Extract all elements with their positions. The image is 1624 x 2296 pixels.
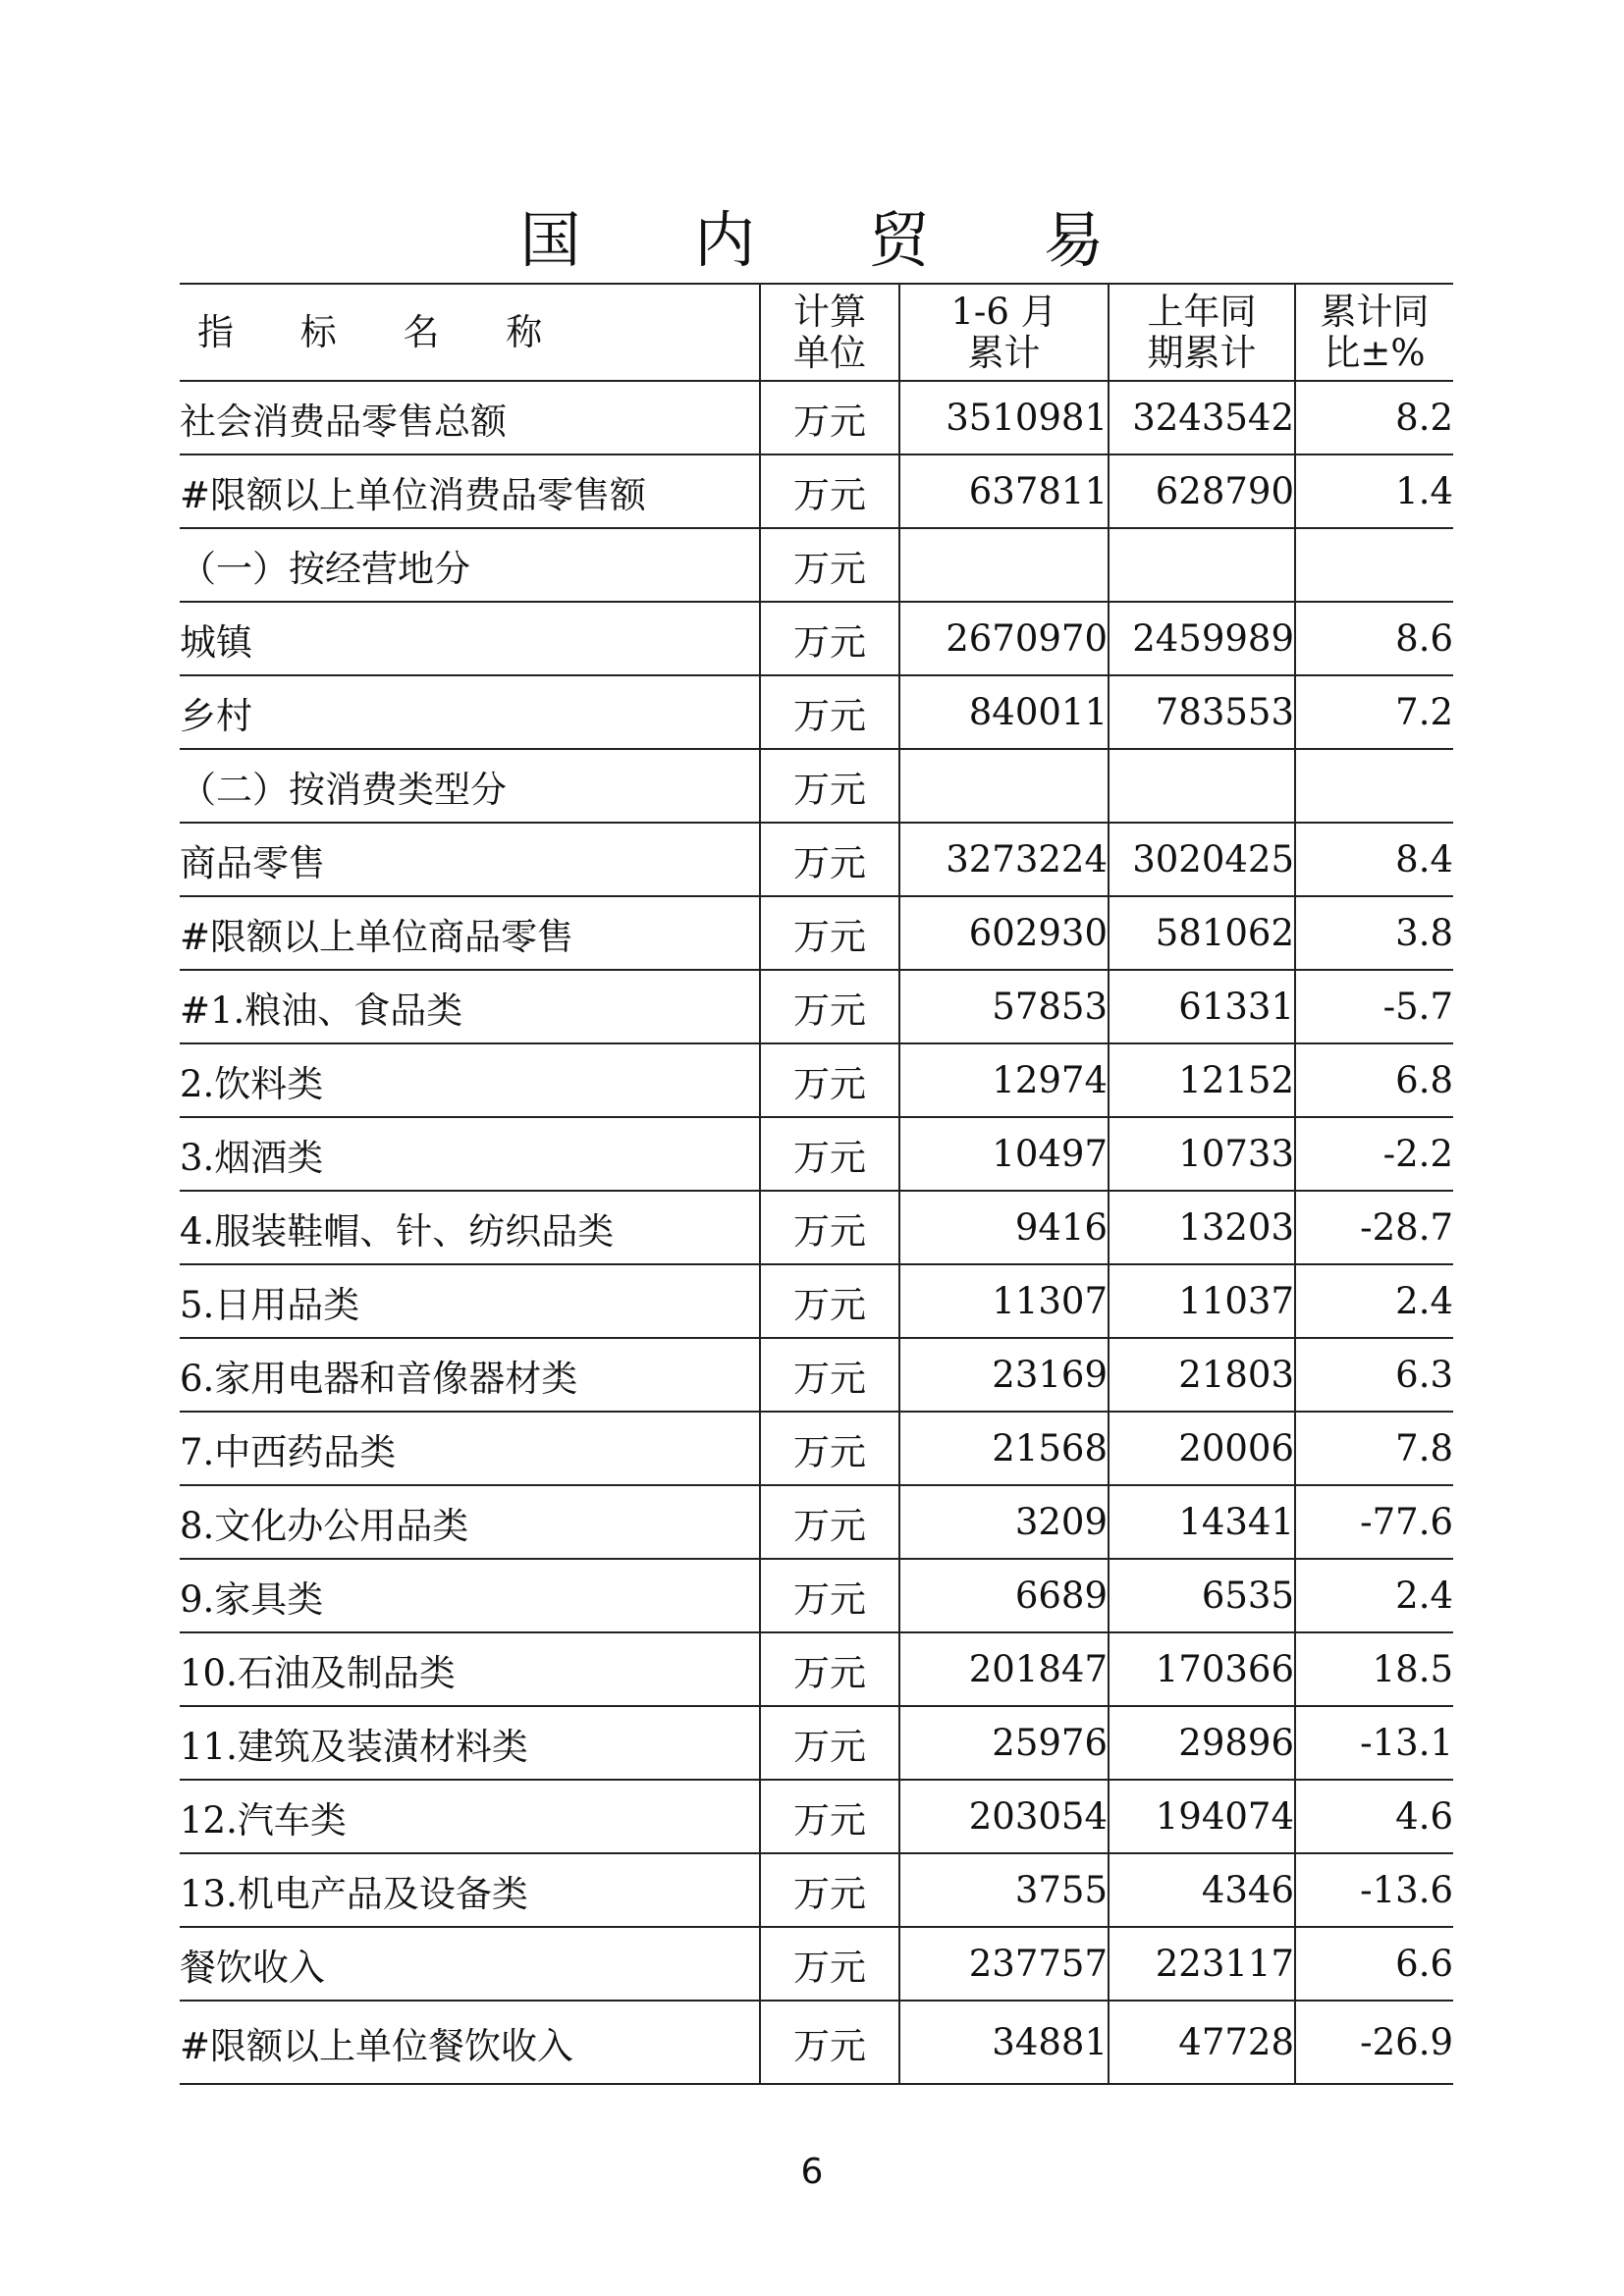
header-unit-line2: 单位 (793, 331, 866, 374)
row-last-year: 10733 (1109, 1117, 1295, 1191)
row-last-year: 20006 (1109, 1412, 1295, 1485)
row-unit: 万元 (760, 823, 899, 896)
header-change (1295, 284, 1453, 381)
row-name: （一）按经营地分 (180, 528, 760, 602)
row-current: 10497 (899, 1117, 1109, 1191)
header-unit (760, 284, 899, 381)
row-name: 城镇 (180, 602, 760, 675)
page-number: 6 (800, 2152, 824, 2192)
table-header-row (180, 284, 1453, 381)
row-name: 9.家具类 (180, 1559, 760, 1632)
row-current (899, 528, 1109, 602)
row-last-year: 61331 (1109, 970, 1295, 1043)
row-last-year: 14341 (1109, 1485, 1295, 1559)
row-unit: 万元 (760, 970, 899, 1043)
row-current: 3209 (899, 1485, 1109, 1559)
table-row (180, 1853, 1453, 1927)
row-change: -28.7 (1295, 1191, 1453, 1264)
row-change: -2.2 (1295, 1117, 1453, 1191)
row-change: -13.6 (1295, 1853, 1453, 1927)
row-unit: 万元 (760, 1264, 899, 1338)
header-last-year-line1: 上年同 (1147, 290, 1257, 333)
row-name: #限额以上单位商品零售 (180, 896, 760, 970)
row-unit: 万元 (760, 1559, 899, 1632)
row-unit: 万元 (760, 1338, 899, 1412)
row-name: 4.服装鞋帽、针、纺织品类 (180, 1191, 760, 1264)
row-current: 57853 (899, 970, 1109, 1043)
row-name: 10.石油及制品类 (180, 1632, 760, 1706)
row-last-year: 194074 (1109, 1780, 1295, 1853)
domestic-trade-table (180, 283, 1453, 2085)
row-current: 9416 (899, 1191, 1109, 1264)
row-name: 社会消费品零售总额 (180, 381, 760, 454)
row-last-year: 29896 (1109, 1706, 1295, 1780)
table-row (180, 1485, 1453, 1559)
table-row (180, 675, 1453, 749)
row-last-year (1109, 749, 1295, 823)
row-change: 6.8 (1295, 1043, 1453, 1117)
table-row (180, 823, 1453, 896)
header-last-year (1109, 284, 1295, 381)
row-change: -5.7 (1295, 970, 1453, 1043)
header-last-year-line2: 期累计 (1147, 331, 1257, 374)
row-name: 8.文化办公用品类 (180, 1485, 760, 1559)
row-current: 637811 (899, 454, 1109, 528)
table-row (180, 749, 1453, 823)
row-current: 840011 (899, 675, 1109, 749)
row-current: 23169 (899, 1338, 1109, 1412)
table-row (180, 970, 1453, 1043)
row-unit: 万元 (760, 602, 899, 675)
row-current: 12974 (899, 1043, 1109, 1117)
row-name: （二）按消费类型分 (180, 749, 760, 823)
row-name: #限额以上单位消费品零售额 (180, 454, 760, 528)
row-name: 3.烟酒类 (180, 1117, 760, 1191)
header-current-line1: 1-6 月 (950, 290, 1057, 333)
table-row (180, 454, 1453, 528)
table-row (180, 1632, 1453, 1706)
row-unit: 万元 (760, 1706, 899, 1780)
row-last-year: 3243542 (1109, 381, 1295, 454)
table-row (180, 528, 1453, 602)
row-current: 237757 (899, 1927, 1109, 2001)
row-change: -13.1 (1295, 1706, 1453, 1780)
row-current: 3510981 (899, 381, 1109, 454)
header-current (899, 284, 1109, 381)
row-name: 12.汽车类 (180, 1780, 760, 1853)
row-change (1295, 749, 1453, 823)
table-row (180, 602, 1453, 675)
row-change: 1.4 (1295, 454, 1453, 528)
row-current: 201847 (899, 1632, 1109, 1706)
row-unit: 万元 (760, 1043, 899, 1117)
header-change-line1: 累计同 (1320, 290, 1430, 333)
page-title: 国 内 贸 易 (519, 204, 1152, 276)
row-name: 餐饮收入 (180, 1927, 760, 2001)
row-last-year: 13203 (1109, 1191, 1295, 1264)
row-current (899, 749, 1109, 823)
table-row (180, 1043, 1453, 1117)
row-last-year: 6535 (1109, 1559, 1295, 1632)
row-unit: 万元 (760, 675, 899, 749)
table-row (180, 2001, 1453, 2084)
row-unit: 万元 (760, 896, 899, 970)
row-change: 7.2 (1295, 675, 1453, 749)
row-unit: 万元 (760, 1485, 899, 1559)
table-row (180, 1191, 1453, 1264)
table-row (180, 1412, 1453, 1485)
row-change: 8.2 (1295, 381, 1453, 454)
row-change: 2.4 (1295, 1264, 1453, 1338)
table-row (180, 1117, 1453, 1191)
row-last-year (1109, 528, 1295, 602)
row-current: 25976 (899, 1706, 1109, 1780)
table-row (180, 1338, 1453, 1412)
row-unit: 万元 (760, 454, 899, 528)
table-row (180, 381, 1453, 454)
row-name: 商品零售 (180, 823, 760, 896)
table-row (180, 1780, 1453, 1853)
row-change: 8.6 (1295, 602, 1453, 675)
row-last-year: 2459989 (1109, 602, 1295, 675)
row-name: 5.日用品类 (180, 1264, 760, 1338)
row-change: 4.6 (1295, 1780, 1453, 1853)
row-unit: 万元 (760, 528, 899, 602)
row-last-year: 12152 (1109, 1043, 1295, 1117)
row-name: #限额以上单位餐饮收入 (180, 2001, 760, 2084)
table-row (180, 1264, 1453, 1338)
row-last-year: 170366 (1109, 1632, 1295, 1706)
row-last-year: 628790 (1109, 454, 1295, 528)
row-name: #1.粮油、食品类 (180, 970, 760, 1043)
row-last-year: 4346 (1109, 1853, 1295, 1927)
header-unit-line1: 计算 (793, 290, 866, 333)
row-unit: 万元 (760, 1632, 899, 1706)
row-unit: 万元 (760, 1853, 899, 1927)
row-current: 3755 (899, 1853, 1109, 1927)
row-name: 11.建筑及装潢材料类 (180, 1706, 760, 1780)
row-last-year: 47728 (1109, 2001, 1295, 2084)
row-unit: 万元 (760, 1191, 899, 1264)
row-change: -26.9 (1295, 2001, 1453, 2084)
row-last-year: 21803 (1109, 1338, 1295, 1412)
row-change: -77.6 (1295, 1485, 1453, 1559)
row-current: 602930 (899, 896, 1109, 970)
row-last-year: 581062 (1109, 896, 1295, 970)
row-change: 2.4 (1295, 1559, 1453, 1632)
row-name: 乡村 (180, 675, 760, 749)
row-current: 6689 (899, 1559, 1109, 1632)
row-unit: 万元 (760, 1412, 899, 1485)
row-change (1295, 528, 1453, 602)
row-change: 7.8 (1295, 1412, 1453, 1485)
row-current: 21568 (899, 1412, 1109, 1485)
header-current-line2: 累计 (967, 331, 1041, 374)
header-indicator-name: 指 标 名 称 (180, 284, 760, 381)
header-change-line2: 比±% (1324, 331, 1426, 374)
table-row (180, 1559, 1453, 1632)
row-unit: 万元 (760, 749, 899, 823)
row-last-year: 223117 (1109, 1927, 1295, 2001)
row-change: 8.4 (1295, 823, 1453, 896)
row-unit: 万元 (760, 1780, 899, 1853)
table-row (180, 1706, 1453, 1780)
row-change: 3.8 (1295, 896, 1453, 970)
row-unit: 万元 (760, 1117, 899, 1191)
row-current: 34881 (899, 2001, 1109, 2084)
row-change: 6.6 (1295, 1927, 1453, 2001)
table-row (180, 896, 1453, 970)
row-current: 203054 (899, 1780, 1109, 1853)
row-change: 18.5 (1295, 1632, 1453, 1706)
row-last-year: 3020425 (1109, 823, 1295, 896)
row-unit: 万元 (760, 2001, 899, 2084)
row-current: 3273224 (899, 823, 1109, 896)
table-row (180, 1927, 1453, 2001)
row-name: 2.饮料类 (180, 1043, 760, 1117)
row-last-year: 783553 (1109, 675, 1295, 749)
row-change: 6.3 (1295, 1338, 1453, 1412)
row-name: 13.机电产品及设备类 (180, 1853, 760, 1927)
row-name: 7.中西药品类 (180, 1412, 760, 1485)
row-last-year: 11037 (1109, 1264, 1295, 1338)
row-current: 2670970 (899, 602, 1109, 675)
row-name: 6.家用电器和音像器材类 (180, 1338, 760, 1412)
row-unit: 万元 (760, 381, 899, 454)
row-current: 11307 (899, 1264, 1109, 1338)
row-unit: 万元 (760, 1927, 899, 2001)
